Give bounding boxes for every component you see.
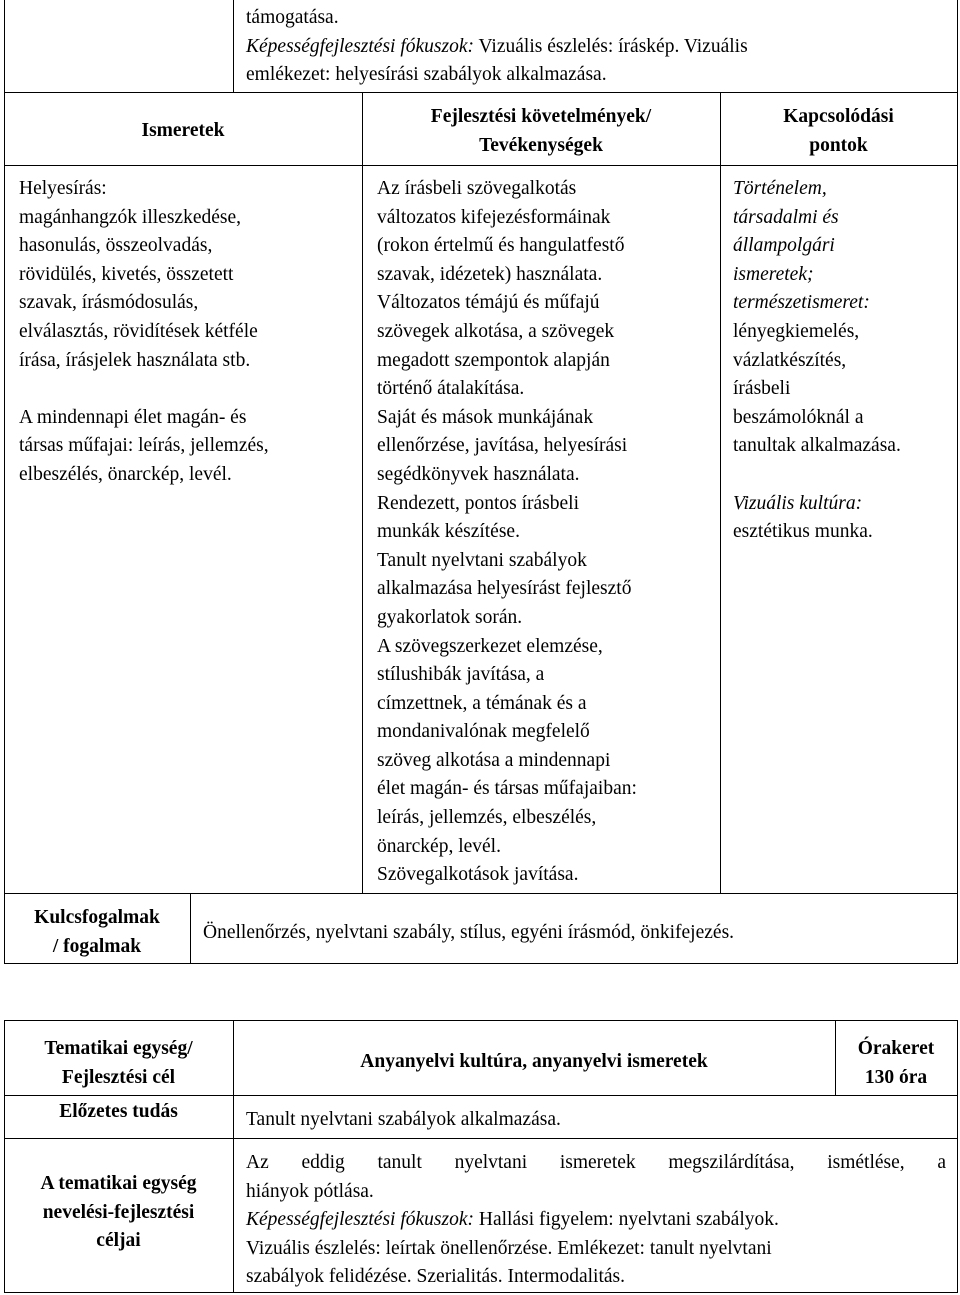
fejlesztesi-content (377, 175, 717, 890)
header-fejlesztesi-line2: Tevékenységek (479, 134, 603, 156)
fejlesztesi-line: alkalmazása helyesírást fejlesztő (377, 578, 632, 600)
fejlesztesi-line: címzettnek, a témának és a (377, 692, 587, 714)
fejlesztesi-line: Az írásbeli szövegalkotás (377, 178, 577, 199)
kapcsolodasi-line: beszámolóknál a (733, 406, 864, 428)
table1-right-border (957, 0, 958, 964)
celjai-focus-text: Hallási figyelem: nyelvtani szabályok. (474, 1209, 779, 1231)
table1-keyword-row-top (4, 893, 958, 894)
celjai-line1: Az eddig tanult nyelvtani ismeretek megszilárdítása, ismétlése, a (246, 1152, 946, 1173)
table1-bottom-border (4, 963, 958, 964)
kapcsolodasi-line: írásbeli (733, 378, 791, 400)
kulcsfogalmak-label-line2: / fogalmak (52, 935, 142, 957)
table1-top-divider (233, 0, 234, 93)
table2-right-border (957, 1020, 958, 1293)
celjai-label-line3: céljai (96, 1230, 141, 1252)
fejlesztesi-line: önarckép, levél. (377, 835, 501, 857)
orakeret-label: Órakeret (857, 1038, 935, 1059)
table2-row2-bottom (4, 1138, 958, 1139)
capability-focus-text: Vizuális észlelés: íráskép. Vizuális (474, 35, 748, 57)
table1-col-divider-2 (720, 92, 721, 894)
kapcsolodasi-subjects (733, 175, 955, 318)
header-kapcsolodasi (720, 103, 957, 160)
kapcsolodasi-visual-culture: Vizuális kultúra: (733, 492, 863, 514)
kapcsolodasi-italic-line: ismeretek; (733, 263, 814, 285)
orakeret (835, 1035, 957, 1092)
fejlesztesi-line: leírás, jellemzés, elbeszélés, (377, 807, 597, 829)
elozetes-value: Tanult nyelvtani szabályok alkalmazása. (246, 1109, 561, 1130)
fejlesztesi-line: Szövegalkotások javítása. (377, 864, 579, 886)
ismeretek-line: hasonulás, összeolvadás, (19, 235, 213, 257)
kapcsolodasi-line: tanultak alkalmazása. (733, 435, 901, 457)
fejlesztesi-line: munkák készítése. (377, 521, 520, 543)
fejlesztesi-line: gyakorlatok során. (377, 606, 523, 628)
tematikai-label-line1: Tematikai egység/ (44, 1038, 193, 1059)
ismeretek-line: szavak, írásmódosulás, (19, 292, 199, 314)
kapcsolodasi-line: vázlatkészítés, (733, 349, 847, 371)
table1-header-bottom-border (4, 165, 958, 166)
celjai-line5: szabályok felidézése. Szerialitás. Intermodalitás. (246, 1266, 626, 1288)
top-row-text (246, 4, 946, 90)
fejlesztesi-line: ellenőrzése, javítása, helyesírási (377, 435, 628, 457)
kulcsfogalmak-value: Önellenőrzés, nyelvtani szabály, stílus, egyéni írásmód, önkifejezés. (203, 922, 735, 943)
tematikai-label (4, 1035, 233, 1092)
fejlesztesi-line: történő átalakítása. (377, 378, 525, 400)
fejlesztesi-line: segédkönyvek használata. (377, 463, 580, 485)
celjai-line2: hiányok pótlása. (246, 1180, 374, 1202)
capability-focus-text-2: emlékezet: helyesírási szabályok alkalmazása. (246, 64, 607, 86)
fejlesztesi-line: Saját és mások munkájának (377, 406, 594, 428)
fejlesztesi-line: élet magán- és társas műfajaiban: (377, 778, 637, 800)
capability-focus-label: Képességfejlesztési fókuszok: (246, 35, 474, 57)
celjai-line4: Vizuális észlelés: leírtak önellenőrzése. Emlékezet: tanult nyelvtani (246, 1237, 772, 1259)
fejlesztesi-line: (rokon értelmű és hangulatfestő (377, 235, 625, 257)
header-kapcsolodasi-line2: pontok (809, 134, 868, 156)
kulcsfogalmak-label (4, 904, 190, 961)
table1-keyword-divider (190, 893, 191, 964)
fejlesztesi-line: mondanivalónak megfelelő (377, 721, 590, 743)
table1-header-top-border (4, 92, 958, 93)
fejlesztesi-line: stílushibák javítása, a (377, 664, 545, 686)
ismeretek-paragraph-2 (19, 404, 359, 490)
fejlesztesi-line: Változatos témájú és műfajú (377, 292, 600, 314)
celjai-focus-label: Képességfejlesztési fókuszok: (246, 1209, 474, 1231)
fejlesztesi-line: szavak, idézetek) használata. (377, 263, 603, 285)
tematikai-label-line2: Fejlesztési cél (61, 1066, 176, 1088)
fejlesztesi-line: szövegek alkotása, a szövegek (377, 320, 615, 342)
ismeretek-paragraph-1 (19, 175, 359, 375)
kapcsolodasi-aesthetic-work: esztétikus munka. (733, 521, 873, 543)
kapcsolodasi-line: lényegkiemelés, (733, 320, 860, 342)
ismeretek-line: elválasztás, rövidítések kétféle (19, 320, 258, 342)
table2-top-border (4, 1020, 958, 1021)
fejlesztesi-line: szöveg alkotása a mindennapi (377, 749, 611, 771)
ismeretek-line: elbeszélés, önarckép, levél. (19, 463, 232, 485)
ismeretek-content (19, 175, 359, 490)
ismeretek-line: írása, írásjelek használata stb. (19, 349, 251, 371)
kapcsolodasi-italic-line: állampolgári (733, 235, 835, 257)
table2-bottom-border (4, 1292, 958, 1293)
celjai-label-line1: A tematikai egység (40, 1173, 197, 1194)
fejlesztesi-line: Rendezett, pontos írásbeli (377, 492, 579, 514)
kapcsolodasi-italic-line: Történelem, (733, 178, 827, 199)
fejlesztesi-line: A szövegszerkezet elemzése, (377, 635, 603, 657)
ismeretek-line: rövidülés, kivetés, összetett (19, 263, 234, 285)
orakeret-value: 130 óra (864, 1066, 928, 1088)
ismeretek-line: társas műfajai: leírás, jellemzés, (19, 435, 269, 457)
header-fejlesztesi (362, 103, 720, 160)
ismeretek-line: A mindennapi élet magán- és (19, 406, 247, 428)
celjai-content (246, 1149, 946, 1292)
kapcsolodasi-content (733, 175, 955, 547)
ismeretek-line: Helyesírás: (19, 178, 107, 199)
fejlesztesi-line: megadott szempontok alapján (377, 349, 610, 371)
tematikai-title: Anyanyelvi kultúra, anyanyelvi ismeretek (360, 1051, 708, 1072)
celjai-label (4, 1170, 233, 1256)
header-ismeretek: Ismeretek (141, 120, 225, 141)
kulcsfogalmak-label-line1: Kulcsfogalmak (34, 907, 160, 928)
fejlesztesi-line: Tanult nyelvtani szabályok (377, 549, 587, 571)
celjai-label-line2: nevelési-fejlesztési (42, 1201, 195, 1223)
table2-row1-bottom (4, 1095, 958, 1096)
kapcsolodasi-activities (733, 318, 955, 461)
top-row-line1: támogatása. (246, 7, 339, 28)
header-kapcsolodasi-line1: Kapcsolódási (783, 106, 894, 127)
elozetes-label: Előzetes tudás (59, 1101, 178, 1122)
fejlesztesi-line: változatos kifejezésformáinak (377, 206, 611, 228)
header-fejlesztesi-line1: Fejlesztési követelmények/ (430, 106, 652, 127)
kapcsolodasi-italic-line: társadalmi és (733, 206, 839, 228)
kapcsolodasi-italic-line: természetismeret: (733, 292, 870, 314)
ismeretek-line: magánhangzók illeszkedése, (19, 206, 241, 228)
table1-col-divider-1 (362, 92, 363, 894)
